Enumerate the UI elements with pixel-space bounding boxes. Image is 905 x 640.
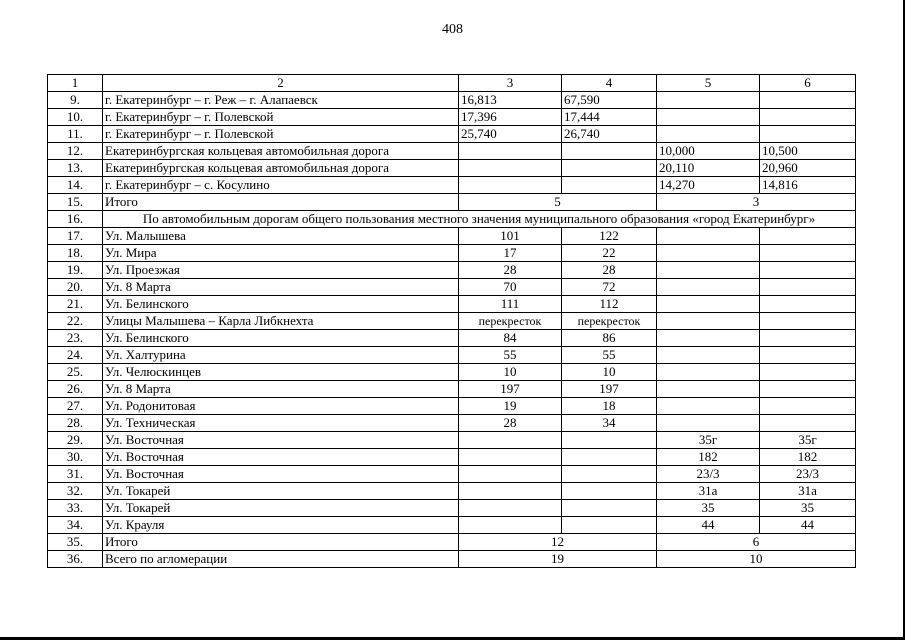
data-table [47,74,856,568]
row-number: 10. [48,109,103,126]
cell-col3: 10 [459,364,562,381]
table-row [48,262,856,279]
cell-col5: 44 [657,517,760,534]
row-name: Ул. Белинского [103,330,459,347]
row-name: Ул. Восточная [103,432,459,449]
table-row [48,109,856,126]
table-row [48,517,856,534]
row-name: г. Екатеринбург – с. Косулино [103,177,459,194]
row-name: Ул. Токарей [103,483,459,500]
cell-col6 [760,398,856,415]
cell-col5 [657,92,760,109]
row-number: 16. [48,211,103,228]
cell-col5 [657,109,760,126]
row-name: Ул. Проезжая [103,262,459,279]
cell-col3 [459,160,562,177]
cell-col5 [657,398,760,415]
cell-col6: 44 [760,517,856,534]
row-name: Итого [103,194,459,211]
row-number: 29. [48,432,103,449]
row-number: 21. [48,296,103,313]
cell-col5 [657,245,760,262]
row-number: 31. [48,466,103,483]
row-name: Итого [103,534,459,551]
cell-col4 [562,160,657,177]
table-row [48,364,856,381]
cell-col6 [760,415,856,432]
cell-col3: 28 [459,415,562,432]
cell-col4 [562,449,657,466]
cell-col4 [562,500,657,517]
cell-col3 [459,500,562,517]
table-row [48,330,856,347]
cell-col5: 35г [657,432,760,449]
row-name: Ул. Токарей [103,500,459,517]
cell-col4: перекресток [562,313,657,330]
cell-col6 [760,126,856,143]
row-name: Ул. 8 Марта [103,279,459,296]
table-row [48,143,856,160]
row-name: Ул. 8 Марта [103,381,459,398]
cell-col4: 112 [562,296,657,313]
row-name: Ул. Челюскинцев [103,364,459,381]
row-number: 22. [48,313,103,330]
cell-col4: 10 [562,364,657,381]
row-number: 23. [48,330,103,347]
cell-col3: перекресток [459,313,562,330]
row-number: 14. [48,177,103,194]
row-name: Ул. Мира [103,245,459,262]
total-value-col5-6: 6 [657,534,856,551]
row-number: 30. [48,449,103,466]
row-number: 19. [48,262,103,279]
table-row [48,126,856,143]
cell-col3: 111 [459,296,562,313]
cell-col5 [657,330,760,347]
page-number: 408 [442,22,463,37]
cell-col5 [657,296,760,313]
row-number: 11. [48,126,103,143]
cell-col4 [562,517,657,534]
cell-col6: 35 [760,500,856,517]
table-row [48,313,856,330]
cell-col5 [657,262,760,279]
cell-col4: 122 [562,228,657,245]
table-row [48,381,856,398]
row-number: 32. [48,483,103,500]
table-row [48,177,856,194]
cell-col3 [459,449,562,466]
cell-col5 [657,279,760,296]
section-title: По автомобильным дорогам общего пользования местного значения муниципального образования «город Екатеринбург» [103,211,856,228]
cell-col3: 17,396 [459,109,562,126]
cell-col4: 26,740 [562,126,657,143]
section-header-row [48,211,856,228]
cell-col5 [657,228,760,245]
cell-col6 [760,92,856,109]
table-row [48,449,856,466]
row-name: Ул. Восточная [103,449,459,466]
cell-col3: 101 [459,228,562,245]
column-header: 1 [48,75,103,92]
row-name: Екатеринбургская кольцевая автомобильная дорога [103,160,459,177]
row-name: Ул. Малышева [103,228,459,245]
cell-col4 [562,466,657,483]
cell-col3 [459,432,562,449]
cell-col5: 31а [657,483,760,500]
cell-col4: 55 [562,347,657,364]
cell-col5 [657,126,760,143]
cell-col6: 14,816 [760,177,856,194]
cell-col6 [760,228,856,245]
cell-col6 [760,245,856,262]
cell-col6: 20,960 [760,160,856,177]
cell-col4 [562,432,657,449]
cell-col3: 28 [459,262,562,279]
cell-col5 [657,364,760,381]
cell-col4: 34 [562,415,657,432]
cell-col3: 17 [459,245,562,262]
row-number: 12. [48,143,103,160]
row-number: 25. [48,364,103,381]
row-number: 34. [48,517,103,534]
row-number: 24. [48,347,103,364]
cell-col4: 86 [562,330,657,347]
cell-col3: 70 [459,279,562,296]
row-name: Улицы Малышева – Карла Либкнехта [103,313,459,330]
cell-col3 [459,143,562,160]
column-header: 6 [760,75,856,92]
row-number: 26. [48,381,103,398]
table-header-row [48,75,856,92]
table-row [48,466,856,483]
cell-col3 [459,517,562,534]
cell-col6 [760,296,856,313]
cell-col6 [760,313,856,330]
total-value-col3-4: 12 [459,534,657,551]
cell-col3: 84 [459,330,562,347]
row-number: 9. [48,92,103,109]
table-row [48,160,856,177]
table-row [48,228,856,245]
row-number: 17. [48,228,103,245]
row-name: Ул. Техническая [103,415,459,432]
cell-col5: 14,270 [657,177,760,194]
cell-col5: 20,110 [657,160,760,177]
cell-col4 [562,177,657,194]
row-name: Екатеринбургская кольцевая автомобильная дорога [103,143,459,160]
table-row [48,500,856,517]
cell-col6: 10,500 [760,143,856,160]
row-name: г. Екатеринбург – г. Реж – г. Алапаевск [103,92,459,109]
row-number: 20. [48,279,103,296]
row-number: 35. [48,534,103,551]
table-row [48,398,856,415]
row-name: Всего по агломерации [103,551,459,568]
column-header: 2 [103,75,459,92]
row-name: Ул. Крауля [103,517,459,534]
row-name: Ул. Халтурина [103,347,459,364]
cell-col6 [760,364,856,381]
cell-col3: 16,813 [459,92,562,109]
column-header: 4 [562,75,657,92]
table-row [48,245,856,262]
row-name: Ул. Восточная [103,466,459,483]
table-row [48,279,856,296]
cell-col6 [760,109,856,126]
total-row [48,194,856,211]
table-row [48,347,856,364]
table-row [48,415,856,432]
row-name: Ул. Родонитовая [103,398,459,415]
row-number: 27. [48,398,103,415]
cell-col4: 67,590 [562,92,657,109]
column-header: 5 [657,75,760,92]
cell-col5: 35 [657,500,760,517]
table-row [48,432,856,449]
table-body [48,75,856,568]
row-name: Ул. Белинского [103,296,459,313]
table-row [48,92,856,109]
total-row [48,534,856,551]
cell-col5 [657,381,760,398]
table-row [48,483,856,500]
cell-col5: 23/3 [657,466,760,483]
cell-col4: 28 [562,262,657,279]
row-number: 13. [48,160,103,177]
table-row [48,296,856,313]
cell-col6: 23/3 [760,466,856,483]
cell-col6 [760,262,856,279]
cell-col5 [657,415,760,432]
cell-col3: 19 [459,398,562,415]
cell-col6 [760,330,856,347]
cell-col3 [459,466,562,483]
cell-col4: 18 [562,398,657,415]
cell-col6 [760,381,856,398]
cell-col6 [760,347,856,364]
total-row [48,551,856,568]
cell-col5: 10,000 [657,143,760,160]
row-number: 36. [48,551,103,568]
cell-col4: 22 [562,245,657,262]
cell-col3: 25,740 [459,126,562,143]
row-name: г. Екатеринбург – г. Полевской [103,109,459,126]
cell-col4 [562,143,657,160]
row-number: 33. [48,500,103,517]
total-value-col5-6: 10 [657,551,856,568]
cell-col4: 197 [562,381,657,398]
total-value-col3-4: 19 [459,551,657,568]
cell-col3: 55 [459,347,562,364]
cell-col3 [459,483,562,500]
cell-col6 [760,279,856,296]
cell-col5 [657,313,760,330]
column-header: 3 [459,75,562,92]
total-value-col3-4: 5 [459,194,657,211]
row-number: 28. [48,415,103,432]
row-number: 18. [48,245,103,262]
cell-col4: 72 [562,279,657,296]
cell-col6: 31а [760,483,856,500]
total-value-col5-6: 3 [657,194,856,211]
cell-col3: 197 [459,381,562,398]
cell-col6: 182 [760,449,856,466]
cell-col5: 182 [657,449,760,466]
cell-col6: 35г [760,432,856,449]
cell-col4: 17,444 [562,109,657,126]
cell-col5 [657,347,760,364]
row-number: 15. [48,194,103,211]
cell-col3 [459,177,562,194]
cell-col4 [562,483,657,500]
row-name: г. Екатеринбург – г. Полевской [103,126,459,143]
